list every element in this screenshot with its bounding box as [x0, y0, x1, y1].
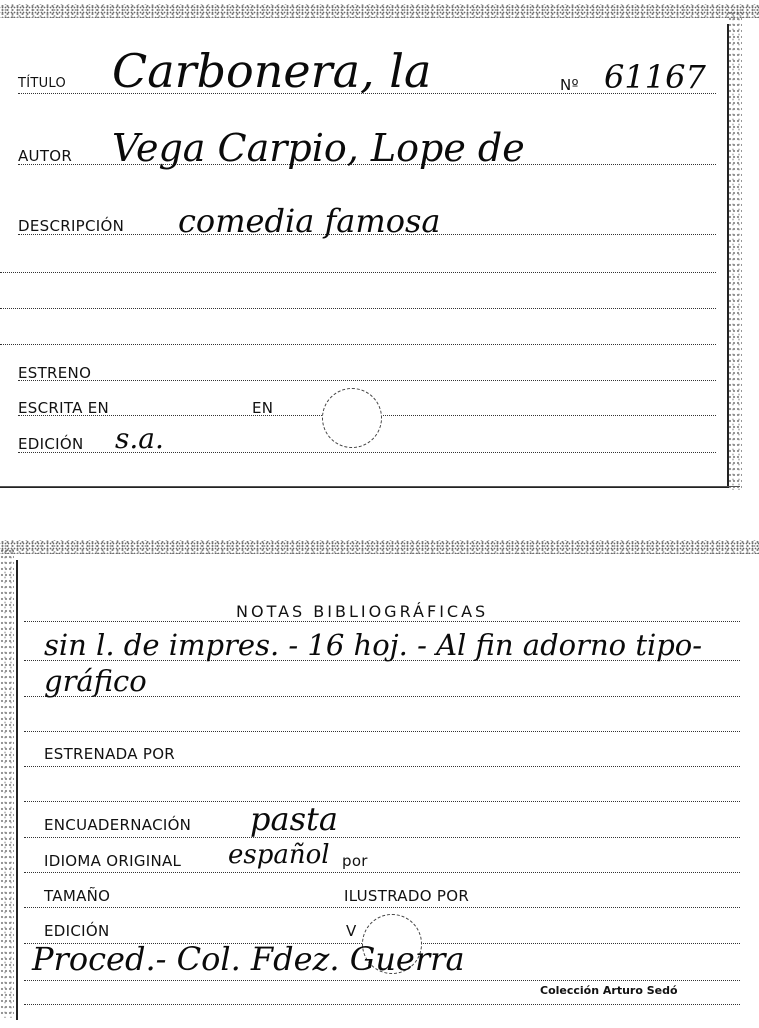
notas-value-line1: sin l. de impres. - 16 hoj. - Al fin adorno tipo-	[44, 628, 703, 662]
blank-line	[0, 308, 716, 309]
tamano-label: TAMAÑO	[44, 887, 111, 905]
coleccion-label: Colección Arturo Sedó	[540, 984, 678, 997]
proced-value: Proced.- Col. Fdez. Guerra	[32, 940, 465, 978]
estreno-label: ESTRENO	[18, 364, 92, 382]
scan-speckle-left	[0, 548, 14, 1018]
edicion-value: s.a.	[115, 422, 164, 455]
scan-speckle-top	[0, 4, 759, 18]
encuadernacion-line	[24, 837, 740, 838]
blank-line	[0, 344, 716, 345]
punch-hole	[322, 388, 382, 448]
encuadernacion-label: ENCUADERNACIÓN	[44, 816, 192, 834]
tamano-line	[24, 907, 740, 908]
descripcion-label: DESCRIPCIÓN	[18, 217, 125, 235]
autor-value: Vega Carpio, Lope de	[112, 126, 525, 170]
titulo-label: TÍTULO	[18, 76, 67, 91]
autor-label: AUTOR	[18, 147, 73, 165]
notas-value-line2: gráfico	[44, 664, 147, 698]
notas-line	[24, 621, 740, 622]
v-label: V	[346, 922, 357, 940]
ilustrado-label: ILUSTRADO POR	[344, 887, 470, 905]
idioma-line	[24, 872, 740, 873]
escrita-label: ESCRITA EN	[18, 399, 110, 417]
estrenada-line	[24, 766, 740, 767]
card1-bottom-edge	[0, 486, 740, 487]
notas-heading: NOTAS BIBLIOGRÁFICAS	[236, 602, 489, 621]
scan-speckle-right	[728, 10, 742, 490]
bottom-line	[24, 1004, 740, 1005]
idioma-value: español	[228, 840, 330, 870]
encuadernacion-value: pasta	[250, 800, 338, 838]
por-label: por	[342, 852, 368, 870]
estrenada-label: ESTRENADA POR	[44, 745, 176, 763]
notas-line	[24, 731, 740, 732]
proced-line	[24, 980, 740, 981]
edicion-label: EDICIÓN	[18, 435, 84, 453]
en-label: EN	[252, 399, 274, 417]
blank-line	[24, 801, 740, 802]
edicion2-label: EDICIÓN	[44, 922, 110, 940]
idioma-label: IDIOMA ORIGINAL	[44, 852, 182, 870]
scan-speckle-mid	[0, 540, 759, 554]
descripcion-value: comedia famosa	[178, 202, 441, 240]
blank-line	[0, 272, 716, 273]
numero-label: Nº	[560, 76, 579, 94]
numero-value: 61167	[604, 58, 706, 96]
titulo-value: Carbonera, la	[112, 44, 432, 98]
estreno-line	[18, 380, 716, 381]
